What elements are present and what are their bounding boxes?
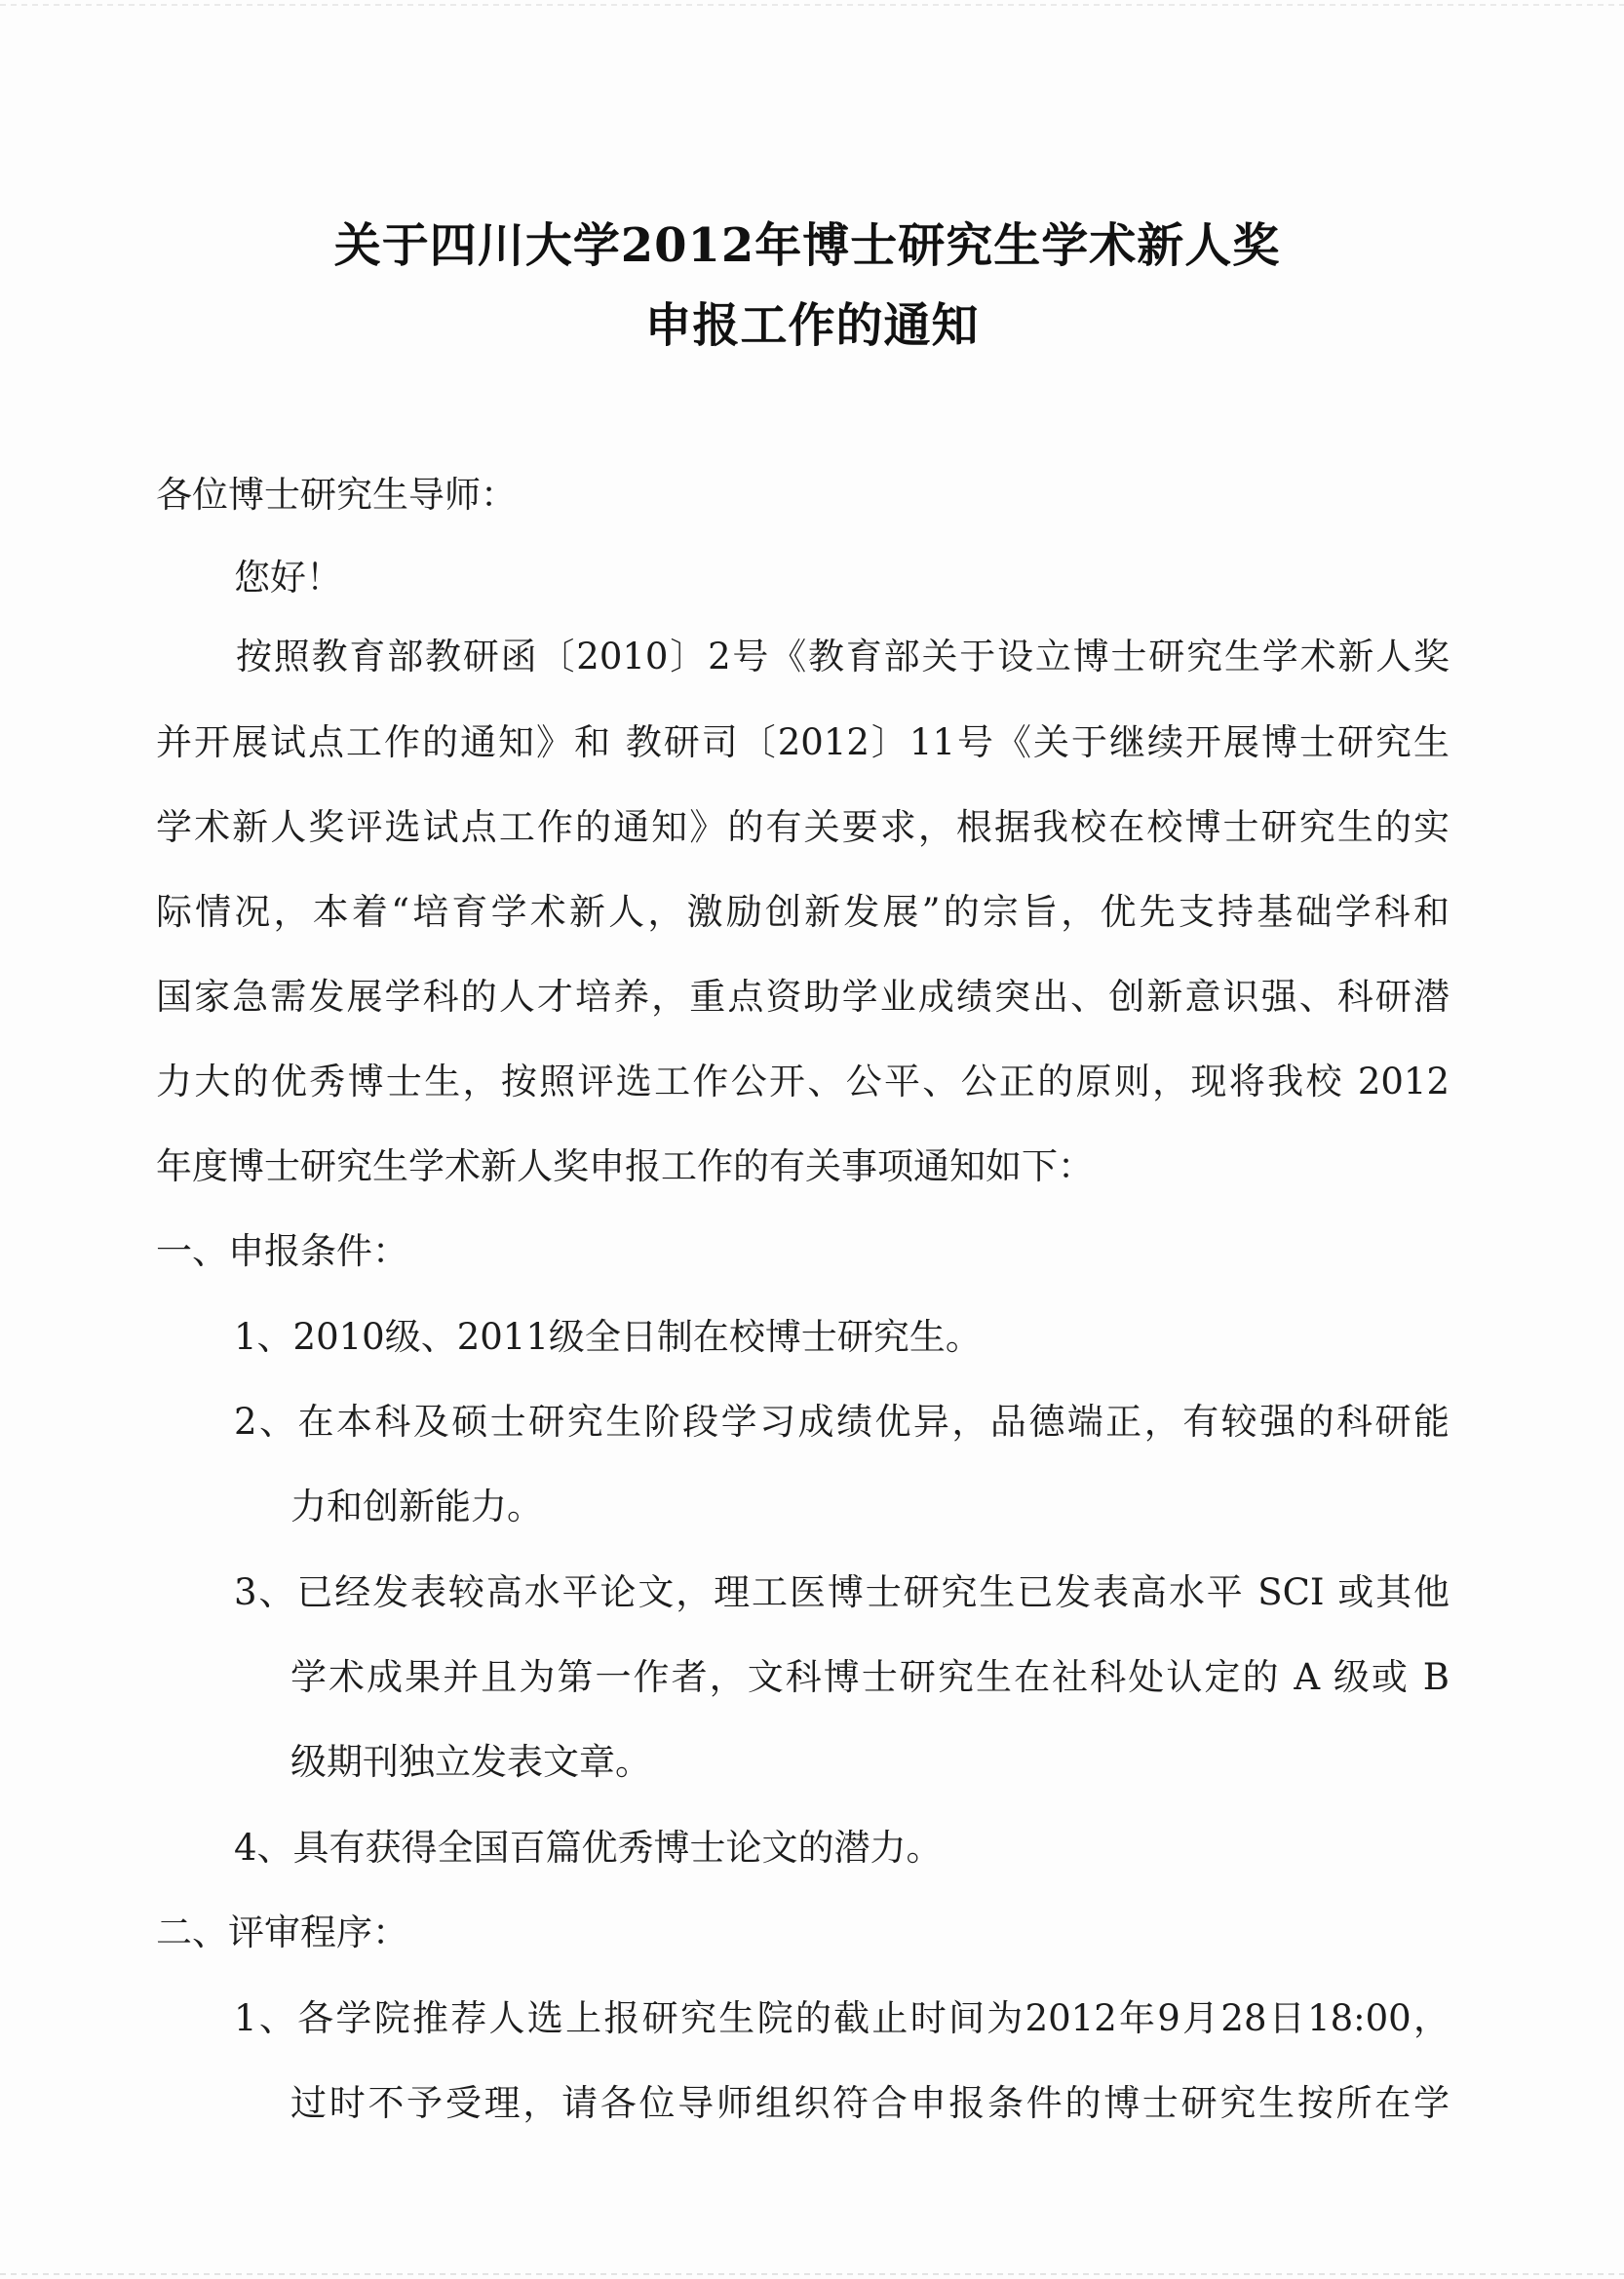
section-1-item-2-cont: 力和创新能力。 xyxy=(290,1486,543,1527)
intro-line-7: 年度博士研究生学术新人奖申报工作的有关事项通知如下： xyxy=(156,1145,1094,1187)
intro-line-4: 际情况，本着“培育学术新人，激励创新发展”的宗旨，优先支持基础学科和 xyxy=(156,891,1450,933)
section-1-item-2: 2、在本科及硕士研究生阶段学习成绩优异，品德端正，有较强的科研能 xyxy=(234,1401,1450,1443)
salutation: 各位博士研究生导师： xyxy=(156,474,517,516)
document-title-line-1: 关于四川大学2012年博士研究生学术新人奖 xyxy=(333,218,1281,273)
section-1-heading: 一、申报条件： xyxy=(156,1230,408,1272)
intro-line-1: 按照教育部教研函〔2010〕2号《教育部关于设立博士研究生学术新人奖 xyxy=(236,636,1450,677)
document-title-line-2: 申报工作的通知 xyxy=(644,298,980,353)
scan-edge-top xyxy=(0,4,1624,6)
intro-line-5: 国家急需发展学科的人才培养，重点资助学业成绩突出、创新意识强、科研潜 xyxy=(156,976,1450,1018)
scan-edge-bottom xyxy=(0,2273,1624,2275)
section-2-heading: 二、评审程序： xyxy=(156,1912,408,1953)
intro-line-2: 并开展试点工作的通知》和 教研司〔2012〕11号《关于继续开展博士研究生 xyxy=(156,721,1450,763)
intro-line-3: 学术新人奖评选试点工作的通知》的有关要求，根据我校在校博士研究生的实 xyxy=(156,806,1450,848)
section-1-item-3-cont-2: 级期刊独立发表文章。 xyxy=(290,1741,651,1783)
section-1-item-4: 4、具有获得全国百篇优秀博士论文的潜力。 xyxy=(234,1827,943,1869)
greeting: 您好！ xyxy=(234,557,342,599)
section-2-item-1-cont: 过时不予受理，请各位导师组织符合申报条件的博士研究生按所在学 xyxy=(290,2082,1450,2124)
section-2-item-1: 1、各学院推荐人选上报研究生院的截止时间为2012年9月28日18:00， xyxy=(234,1997,1450,2039)
intro-line-6: 力大的优秀博士生，按照评选工作公开、公平、公正的原则，现将我校 2012 xyxy=(156,1061,1450,1102)
section-1-item-3: 3、已经发表较高水平论文，理工医博士研究生已发表高水平 SCI 或其他 xyxy=(234,1571,1450,1613)
section-1-item-3-cont-1: 学术成果并且为第一作者，文科博士研究生在社科处认定的 A 级或 B xyxy=(290,1656,1450,1698)
section-1-item-1: 1、2010级、2011级全日制在校博士研究生。 xyxy=(234,1316,982,1358)
